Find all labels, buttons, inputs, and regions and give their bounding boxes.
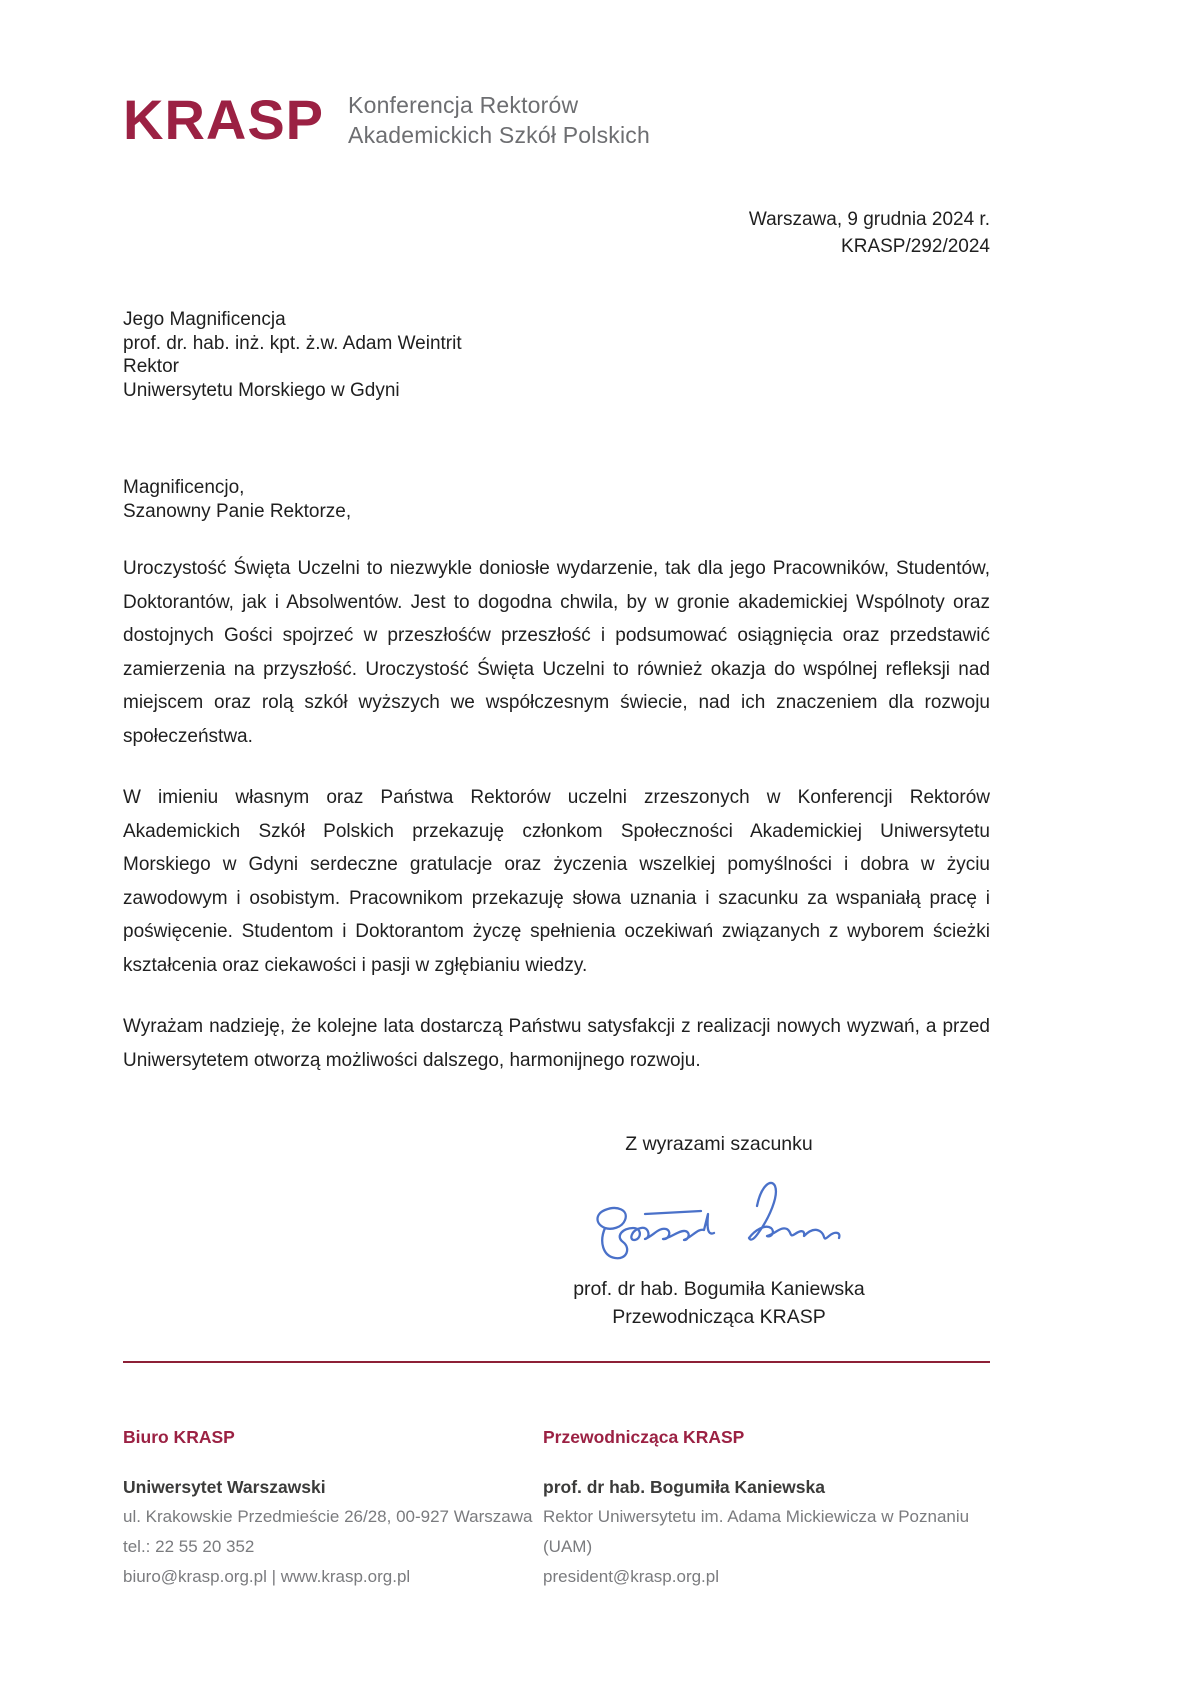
paragraph-1: Uroczystość Święta Uczelni to niezwykle doniosłe wydarzenie, tak dla jego Pracowników, Studentów, Doktorantów, jak i Absolwentów. Jest to dogodna chwila, by w gronie akademickiej Wspólnoty oraz dostojnych Gości spojrzeć w przeszłośćw przeszłość i podsumować osiągnięcia oraz przedstawić zamierzenia na przyszłość. Uroczystość Święta Uczelni to również okazja do wspólnej refleksji nad miejscem oraz rolą szkół wyższych we współczesnym świecie, nad ich znaczeniem dla rozwoju społeczeństwa. — [123, 558, 990, 747]
logo-tagline-line1: Konferencja Rektorów — [348, 92, 579, 118]
footer-office-column — [123, 1427, 543, 1592]
closing-block — [519, 1133, 919, 1331]
signer-title: Przewodnicząca KRASP — [612, 1306, 826, 1328]
salutation — [123, 476, 990, 524]
letter-body — [123, 552, 990, 1077]
footer-president-heading: Przewodnicząca KRASP — [543, 1427, 745, 1447]
dateline — [123, 206, 990, 260]
footer-divider — [123, 1361, 990, 1363]
footer-office-address: ul. Krakowskie Przedmieście 26/28, 00-927 Warszawa — [123, 1507, 533, 1526]
recipient-line: Rektor — [123, 356, 179, 377]
logo-tagline-line2: Akademickich Szkół Polskich — [348, 122, 650, 148]
logo-tagline — [348, 90, 650, 150]
recipient-block — [123, 308, 990, 402]
place-date: Warszawa, 9 grudnia 2024 r. — [748, 209, 990, 230]
footer-president-name: prof. dr hab. Bogumiła Kaniewska — [543, 1477, 825, 1497]
paragraph-2: W imieniu własnym oraz Państwa Rektorów uczelni zrzeszonych w Konferencji Rektorów Akademickich Szkół Polskich przekazuję członkom Społeczności Akademickiej Uniwersytetu Morskiego w Gdyni serdeczne gratulacje oraz życzenia wszelkiej pomyślności i dobra w życiu zawodowym i osobistym. Pracownikom przekazuję słowa uznania i szacunku za wspaniałą pracę i poświęcenie. Studentom i Doktorantom życzę spełnienia oczekiwań związanych z wyborem ścieżki kształcenia oraz ciekawości i pasji w zgłębianiu wiedzy. — [123, 787, 990, 976]
handwritten-signature-image — [589, 1170, 849, 1270]
signer-name: prof. dr hab. Bogumiła Kaniewska — [573, 1278, 865, 1300]
footer — [123, 1427, 990, 1592]
footer-office-heading: Biuro KRASP — [123, 1427, 235, 1447]
paragraph-3: Wyrażam nadzieję, że kolejne lata dostarczą Państwu satysfakcji z realizacji nowych wyzwań, a przed Uniwersytetem otworzą możliwości dalszego, harmonijnego rozwoju. — [123, 1016, 990, 1071]
footer-president-role: Rektor Uniwersytetu im. Adama Mickiewicza w Poznaniu (UAM) — [543, 1507, 970, 1556]
footer-office-contact: biuro@krasp.org.pl | www.krasp.org.pl — [123, 1567, 411, 1586]
footer-president-email: president@krasp.org.pl — [543, 1567, 720, 1586]
reference-number: KRASP/292/2024 — [841, 236, 990, 257]
closing-phrase: Z wyrazami szacunku — [625, 1133, 813, 1155]
footer-office-org: Uniwersytet Warszawski — [123, 1477, 326, 1497]
recipient-line: Uniwersytetu Morskiego w Gdyni — [123, 379, 400, 401]
footer-office-phone: tel.: 22 55 20 352 — [123, 1537, 255, 1556]
salutation-line2: Szanowny Panie Rektorze, — [123, 501, 352, 522]
krasp-logo: KRASP — [123, 88, 325, 151]
salutation-line1: Magnificencjo, — [123, 477, 245, 498]
recipient-line: Jego Magnificencja — [123, 309, 286, 330]
letterhead — [123, 90, 990, 150]
footer-president-column — [543, 1427, 990, 1592]
recipient-line: prof. dr. hab. inż. kpt. ż.w. Adam Weintrit — [123, 332, 462, 354]
